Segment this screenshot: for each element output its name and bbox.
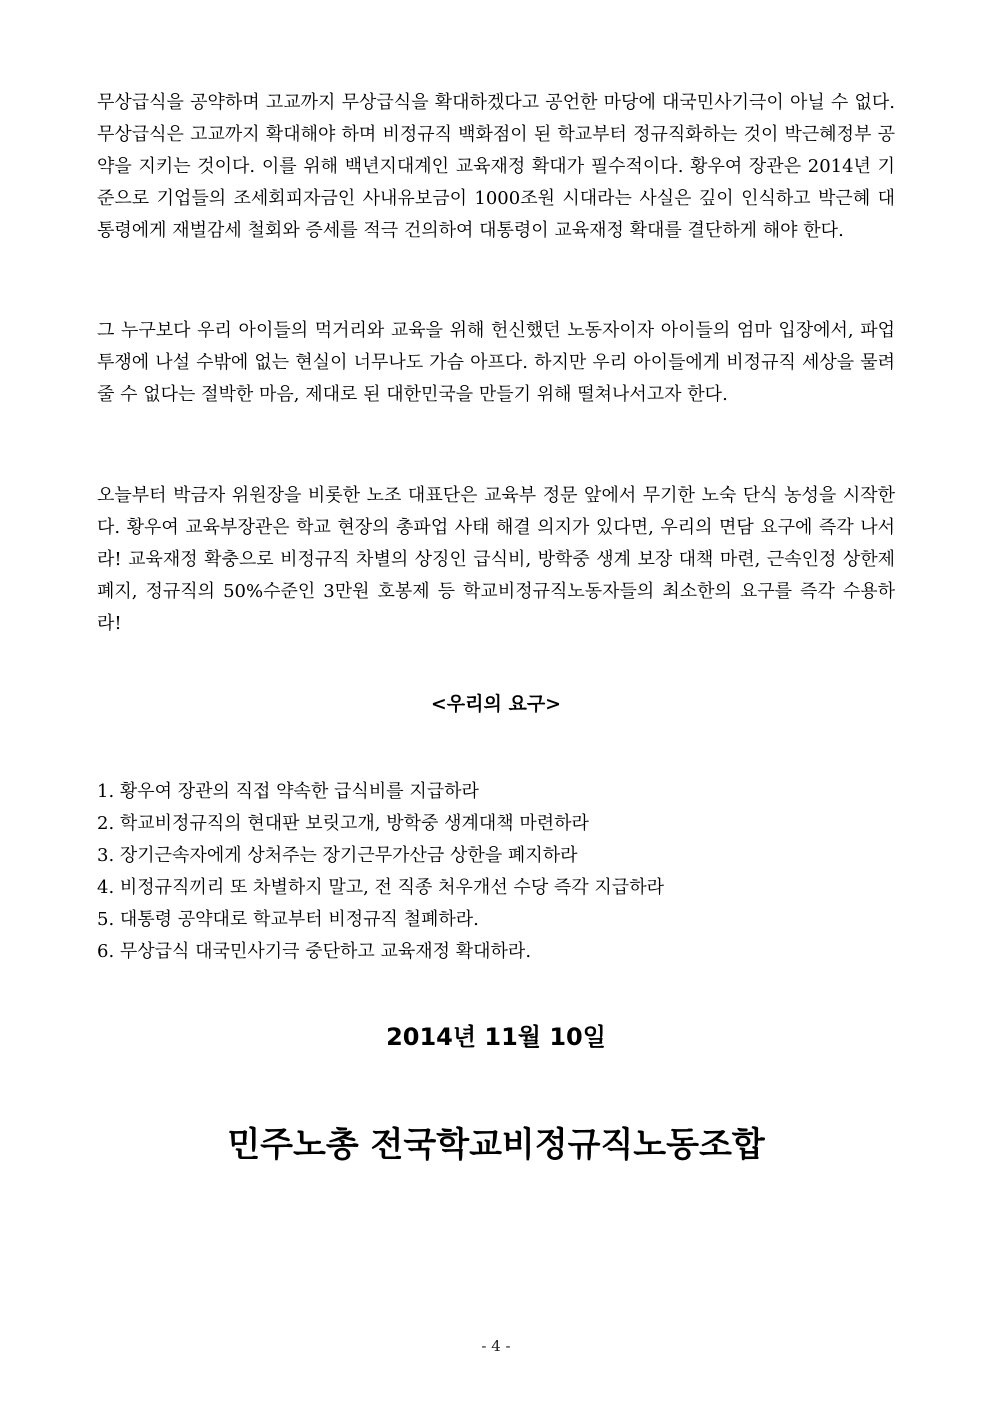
body-paragraph-2: 그 누구보다 우리 아이들의 먹거리와 교육을 위해 헌신했던 노동자이자 아이들의 엄마 입장에서, 파업투쟁에 나설 수밖에 없는 현실이 너무나도 가슴 아프다. 하지만 우리 아이들에게 비정규직 세상을 물려 줄 수 없다는 절박한 마음, 제대로 된 대한민국을 만들기 위해 떨쳐나서고자 한다.: [97, 320, 895, 405]
page-number: - 4 -: [481, 1337, 511, 1355]
demand-item-3: 3. 장기근속자에게 상처주는 장기근무가산금 상한을 폐지하라: [97, 845, 578, 866]
body-paragraph-3: 오늘부터 박금자 위원장을 비롯한 노조 대표단은 교육부 정문 앞에서 무기한 노숙 단식 농성을 시작한다. 황우여 교육부장관은 학교 현장의 총파업 사태 해결 의지가 있다면, 우리의 면담 요구에 즉각 나서라! 교육재정 확충으로 비정규직 차별의 상징인 급식비, 방학중 생계 보장 대책 마련, 근속인정 상한제 폐지, 정규직의 50%수준인 3만원 호봉제 등 학교비정규직노동자들의 최소한의 요구를 즉각 수용하라!: [97, 485, 895, 634]
statement-date: 2014년 11월 10일: [386, 1023, 606, 1051]
demand-item-2: 2. 학교비정규직의 현대판 보릿고개, 방학중 생계대책 마련하라: [97, 813, 589, 834]
organization-name: 민주노총 전국학교비정규직노동조합: [227, 1125, 765, 1165]
demand-item-6: 6. 무상급식 대국민사기극 중단하고 교육재정 확대하라.: [97, 941, 532, 962]
demands-list: [97, 776, 897, 968]
demand-item-5: 5. 대통령 공약대로 학교부터 비정규직 철폐하라.: [97, 909, 479, 930]
demand-item-4: 4. 비정규직끼리 또 차별하지 말고, 전 직종 처우개선 수당 즉각 지급하라: [97, 877, 664, 898]
body-paragraph-1: 무상급식을 공약하며 고교까지 무상급식을 확대하겠다고 공언한 마당에 대국민사기극이 아닐 수 없다. 무상급식은 고교까지 확대해야 하며 비정규직 백화점이 된 학교부터 정규직화하는 것이 박근혜정부 공약을 지키는 것이다. 이를 위해 백년지대계인 교육재정 확대가 필수적이다. 황우여 장관은 2014년 기준으로 기업들의 조세회피자금인 사내유보금이 1000조원 시대라는 사실은 깊이 인식하고 박근혜 대통령에게 재벌감세 철회와 증세를 적극 건의하여 대통령이 교육재정 확대를 결단하게 해야 한다.: [97, 92, 895, 241]
demand-item-1: 1. 황우여 장관의 직접 약속한 급식비를 지급하라: [97, 781, 479, 802]
demands-heading: <우리의 요구>: [430, 693, 562, 715]
